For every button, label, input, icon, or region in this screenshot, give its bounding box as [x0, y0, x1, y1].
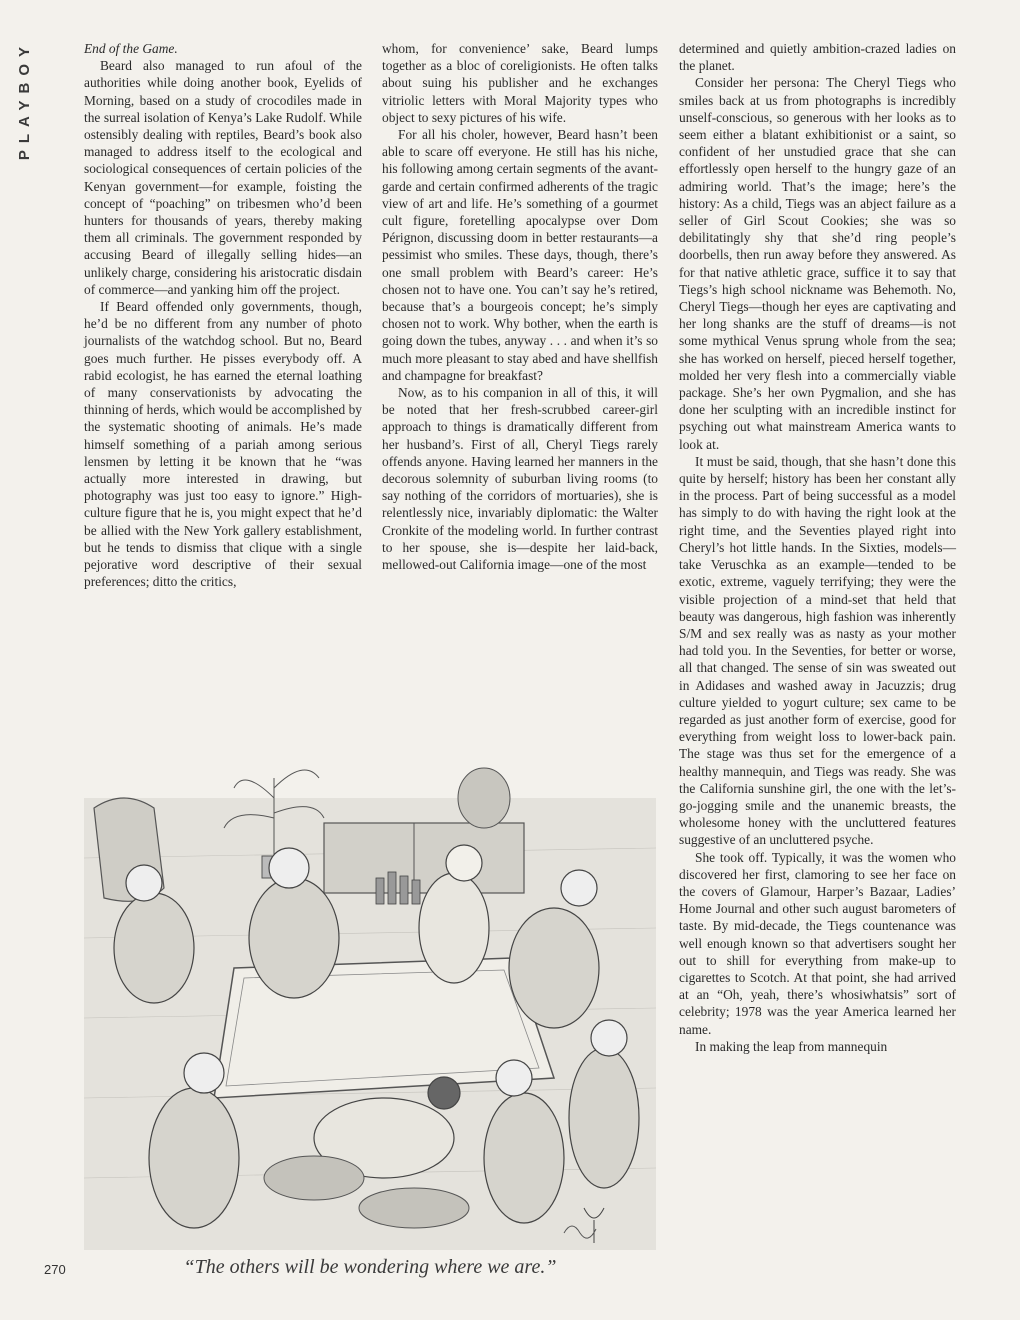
column-heading: End of the Game.	[84, 41, 178, 56]
paragraph: whom, for convenience’ sake, Beard lumps together as a bloc of coreligionists. He often talks about suing his publisher and he exchanges vitriolic letters with Moral Majority types who object to sexy pictures of his wife.	[382, 41, 658, 125]
paragraph: Now, as to his companion in all of this, it will be noted that her fresh-scrubbed career-girl approach to things is dramatically different from her husband’s. First of all, Cheryl Tiegs rarely offends anyone. Having learned her manners in the decorous solemnity of suburban living rooms (to say nothing of the corridors of mortuaries), she is relentlessly nice, invariably diplomatic: the Walter Cronkite of the modeling world. In further contrast to her spouse, she is—despite her laid-back, mellowed-out California image—one of the most	[382, 385, 658, 573]
paragraph: In making the leap from mannequin	[695, 1038, 888, 1054]
page-number: 270	[44, 1262, 66, 1277]
article-column-2	[382, 40, 658, 573]
cartoon-illustration	[84, 738, 656, 1250]
paragraph: She took off. Typically, it was the women who discovered her first, clamoring to see her face on the covers of Glamour, Harper’s Bazaar, Ladies’ Home Journal and other such august barometers of taste. By mid-decade, the Tiegs countenance was well enough known so that advertisers sought her out to shill for everything from make-up to cigarettes to Scotch. At that point, she had arrived at an “Oh, yeah, there’s whosiwhatsis” sort of celebrity; 1978 was the year America learned her name.	[679, 849, 956, 1037]
paragraph: Beard also managed to run afoul of the authorities while doing another book, Eyelids of Morning, based on a study of crocodiles made in the surreal isolation of Kenya’s Lake Rudolf. While ostensibly dealing with reptiles, Beard’s book also managed to address itself to the ecological and sociological consequences of certain policies of the Kenyan government—for example, foisting the concept of “poaching” on tribesmen who’d been hunters for thousands of years, thereby making them all criminals. The government responded by accusing Beard of illegally selling hides—an unlikely charge, considering his aristocratic disdain of commerce—and yanking him off the project.	[84, 58, 362, 297]
paragraph: For all his choler, however, Beard hasn’t been able to scare off everyone. He still has his niche, his following among certain segments of the avant-garde and certain confirmed adherents of the tragic view of art and life. He’s something of a gourmet cult figure, foretelling apocalypse over Dom Pérignon, discussing doom in better restaurants—a pessimist who smiles. These days, though, there’s one small problem with Beard’s career: He’s chosen not to have one. You can’t say he’s retired, because that’s a bourgeois concept; he’s simply chosen not to work. Why bother, when the earth is going down the tubes, anyway . . . and when it’s so much more pleasant to stay abed and have shellfish and champagne for breakfast?	[382, 127, 658, 383]
paragraph: determined and quietly ambition-crazed ladies on the planet.	[679, 41, 956, 74]
paragraph: If Beard offended only governments, though, he’d be no different from any number of photo journalists of the watchdog school. But no, Beard goes much further. He pisses everybody off. A rabid ecologist, he has earned the eternal loathing of many conservationists by advocating the thinning of herds, which would be accomplished by the systematic shooting of animals. He’s made himself something of a pariah among serious lensmen by letting it be known that he “was actually more interested in drawing, but photography was just too easy to ignore.” High-culture figure that he is, you might expect that he’d be allied with the New York gallery establishment, but he tends to dismiss that clique with a single pejorative word descriptive of their sexual preferences; ditto the critics,	[84, 299, 362, 590]
cartoon-caption: “The others will be wondering where we are.”	[183, 1256, 557, 1278]
article-column-3	[679, 40, 956, 1055]
magazine-side-label: PLAYBOY	[16, 40, 33, 161]
paragraph: It must be said, though, that she hasn’t done this quite by herself; history has been her constant ally in the process. Part of being successful as a model has simply to do with having the right look at the right time, and the Seventies played right into Cheryl’s hot little hands. In the Sixties, models—take Veruschka as an example—tended to be exotic, extreme, vaguely terrifying; they were the visible projection of a mind-set that held that beauty was dangerous, high fashion was inherently S/M and sex really was as nasty as your mother had told you. In the Seventies, for better or worse, all that changed. The sense of sin was sweated out in Adidases and washed away in Jacuzzis; drug culture yielded to yogurt culture; sex came to be regarded as just another form of exercise, good for everything from weight loss to lower-back pain. The stage was thus set for the emergence of a healthy mannequin, and Tiegs was ready. She was the California sunshine girl, the one with the let’s-go-jogging smile and the unanemic breasts, the wholesome honey with the uncluttered features suggestive of an uncluttered psyche.	[679, 453, 956, 848]
paragraph: Consider her persona: The Cheryl Tiegs who smiles back at us from photographs is incredibly unself-conscious, so generous with her looks as to seem either a blatant exhibitionist or a saint, so confident of her unstudied grace that she can effortlessly open herself to the hungry gaze of an admiring world. That’s the image; here’s the history: As a child, Tiegs was an abject failure as a seller of Girl Scout Cookies; she was so debilitatingly shy that she’d ring people’s doorbells, then run away before they answered. As for that native athletic grace, suffice it to say that Tiegs’s high school nickname was Behemoth. No, Cheryl Tiegs—though her eyes are captivating and her long shanks are the stuff of dreams—is not some mythical Venus sprung whole from the sea; she has worked on herself, pieced herself together, molded her very flesh into a commercially viable package. She’s her own Pygmalion, and she has done her sculpting with an incredible instinct for psyching out what mainstream America wants to look at.	[679, 75, 956, 452]
article-column-1	[84, 40, 362, 591]
